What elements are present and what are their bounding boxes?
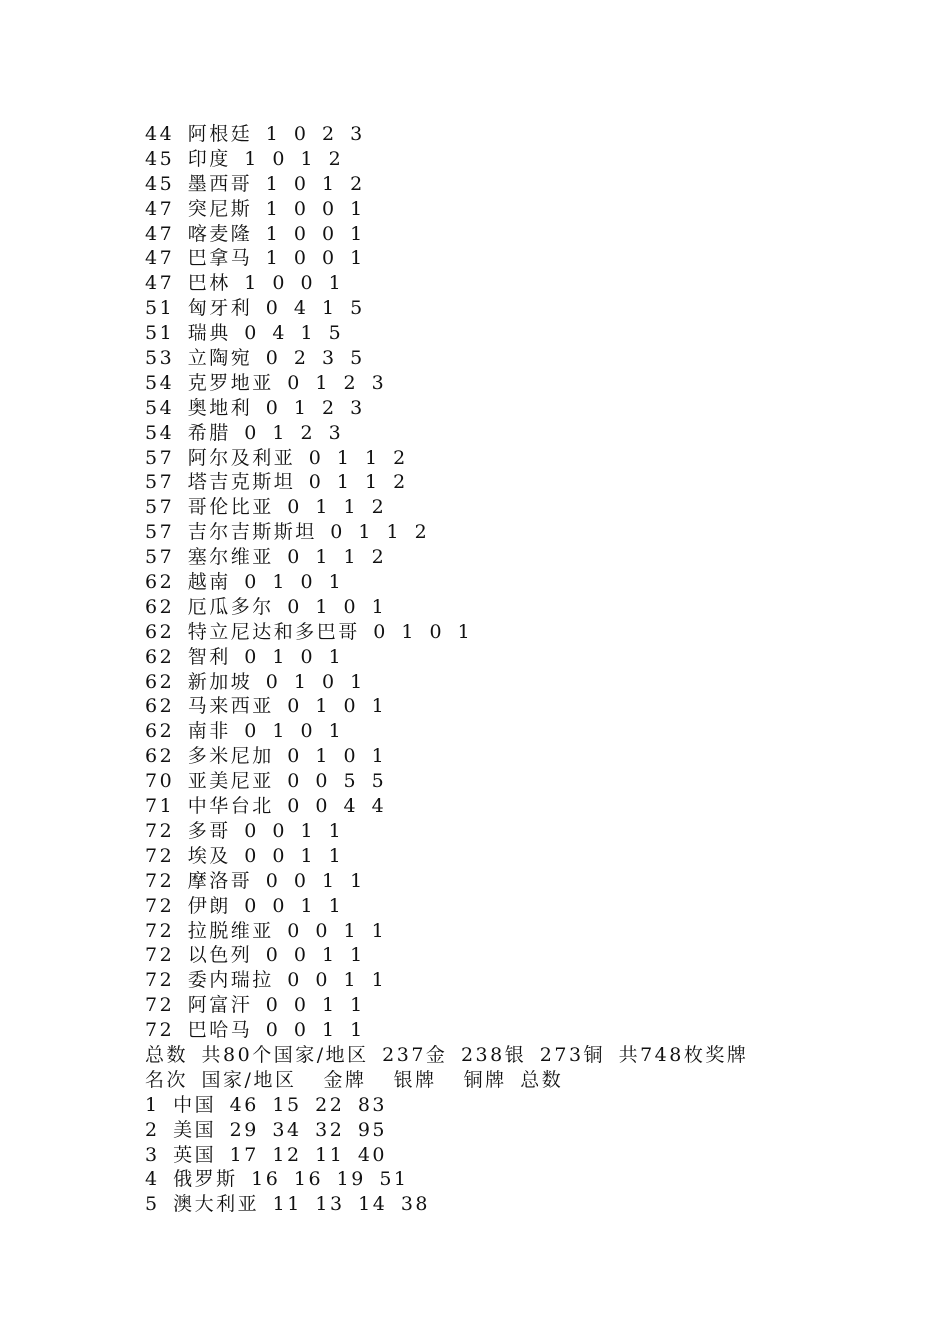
medal-row: 45 印度 1 0 1 2 — [145, 147, 344, 170]
medal-row: 47 突尼斯 1 0 0 1 — [145, 197, 365, 220]
medal-row: 62 厄瓜多尔 0 1 0 1 — [145, 595, 387, 618]
medal-table-header: 名次 国家/地区 金牌 银牌 铜牌 总数 — [145, 1068, 564, 1091]
medal-row: 72 拉脱维亚 0 0 1 1 — [145, 919, 387, 942]
medal-row: 47 喀麦隆 1 0 0 1 — [145, 222, 365, 245]
medal-row: 72 委内瑞拉 0 0 1 1 — [145, 969, 387, 992]
medal-row: 54 克罗地亚 0 1 2 3 — [145, 371, 387, 394]
medal-row: 45 墨西哥 1 0 1 2 — [145, 172, 365, 195]
medal-row: 57 哥伦比亚 0 1 1 2 — [145, 496, 387, 519]
medal-row: 54 奥地利 0 1 2 3 — [145, 396, 365, 419]
medal-row: 72 多哥 0 0 1 1 — [145, 819, 344, 842]
medal-row: 72 以色列 0 0 1 1 — [145, 944, 365, 967]
medal-row: 51 瑞典 0 4 1 5 — [145, 322, 344, 345]
medal-row: 62 多米尼加 0 1 0 1 — [145, 745, 387, 768]
medal-row: 62 马来西亚 0 1 0 1 — [145, 695, 387, 718]
medal-row: 62 越南 0 1 0 1 — [145, 571, 344, 594]
medal-row: 72 阿富汗 0 0 1 1 — [145, 994, 365, 1017]
medal-row: 1 中国 46 15 22 83 — [145, 1093, 387, 1116]
medal-row: 54 希腊 0 1 2 3 — [145, 421, 344, 444]
medal-row: 72 埃及 0 0 1 1 — [145, 844, 344, 867]
medal-row: 2 美国 29 34 32 95 — [145, 1118, 387, 1141]
medal-row: 4 俄罗斯 16 16 19 51 — [145, 1168, 409, 1191]
medal-row: 62 南非 0 1 0 1 — [145, 720, 344, 743]
medal-row: 5 澳大利亚 11 13 14 38 — [145, 1193, 430, 1216]
medal-row: 57 阿尔及利亚 0 1 1 2 — [145, 446, 408, 469]
medal-row: 62 智利 0 1 0 1 — [145, 645, 344, 668]
medal-row: 62 新加坡 0 1 0 1 — [145, 670, 365, 693]
medal-row: 57 塞尔维亚 0 1 1 2 — [145, 546, 387, 569]
medal-row: 72 伊朗 0 0 1 1 — [145, 894, 344, 917]
medal-row: 71 中华台北 0 0 4 4 — [145, 795, 387, 818]
medal-row: 53 立陶宛 0 2 3 5 — [145, 347, 365, 370]
medal-row: 51 匈牙利 0 4 1 5 — [145, 297, 365, 320]
medal-total-summary: 总数 共80个国家/地区 237金 238银 273铜 共748枚奖牌 — [145, 1043, 749, 1066]
medal-row: 70 亚美尼亚 0 0 5 5 — [145, 770, 387, 793]
medal-row: 47 巴拿马 1 0 0 1 — [145, 247, 365, 270]
medal-row: 3 英国 17 12 11 40 — [145, 1143, 387, 1166]
medal-row: 57 塔吉克斯坦 0 1 1 2 — [145, 471, 408, 494]
medal-row: 57 吉尔吉斯斯坦 0 1 1 2 — [145, 521, 430, 544]
medal-row: 44 阿根廷 1 0 2 3 — [145, 123, 365, 145]
medal-row: 62 特立尼达和多巴哥 0 1 0 1 — [145, 620, 473, 643]
medal-row: 72 巴哈马 0 0 1 1 — [145, 1019, 365, 1042]
medal-row: 47 巴林 1 0 0 1 — [145, 272, 344, 295]
document-page — [145, 122, 905, 1217]
medal-row: 72 摩洛哥 0 0 1 1 — [145, 869, 365, 892]
